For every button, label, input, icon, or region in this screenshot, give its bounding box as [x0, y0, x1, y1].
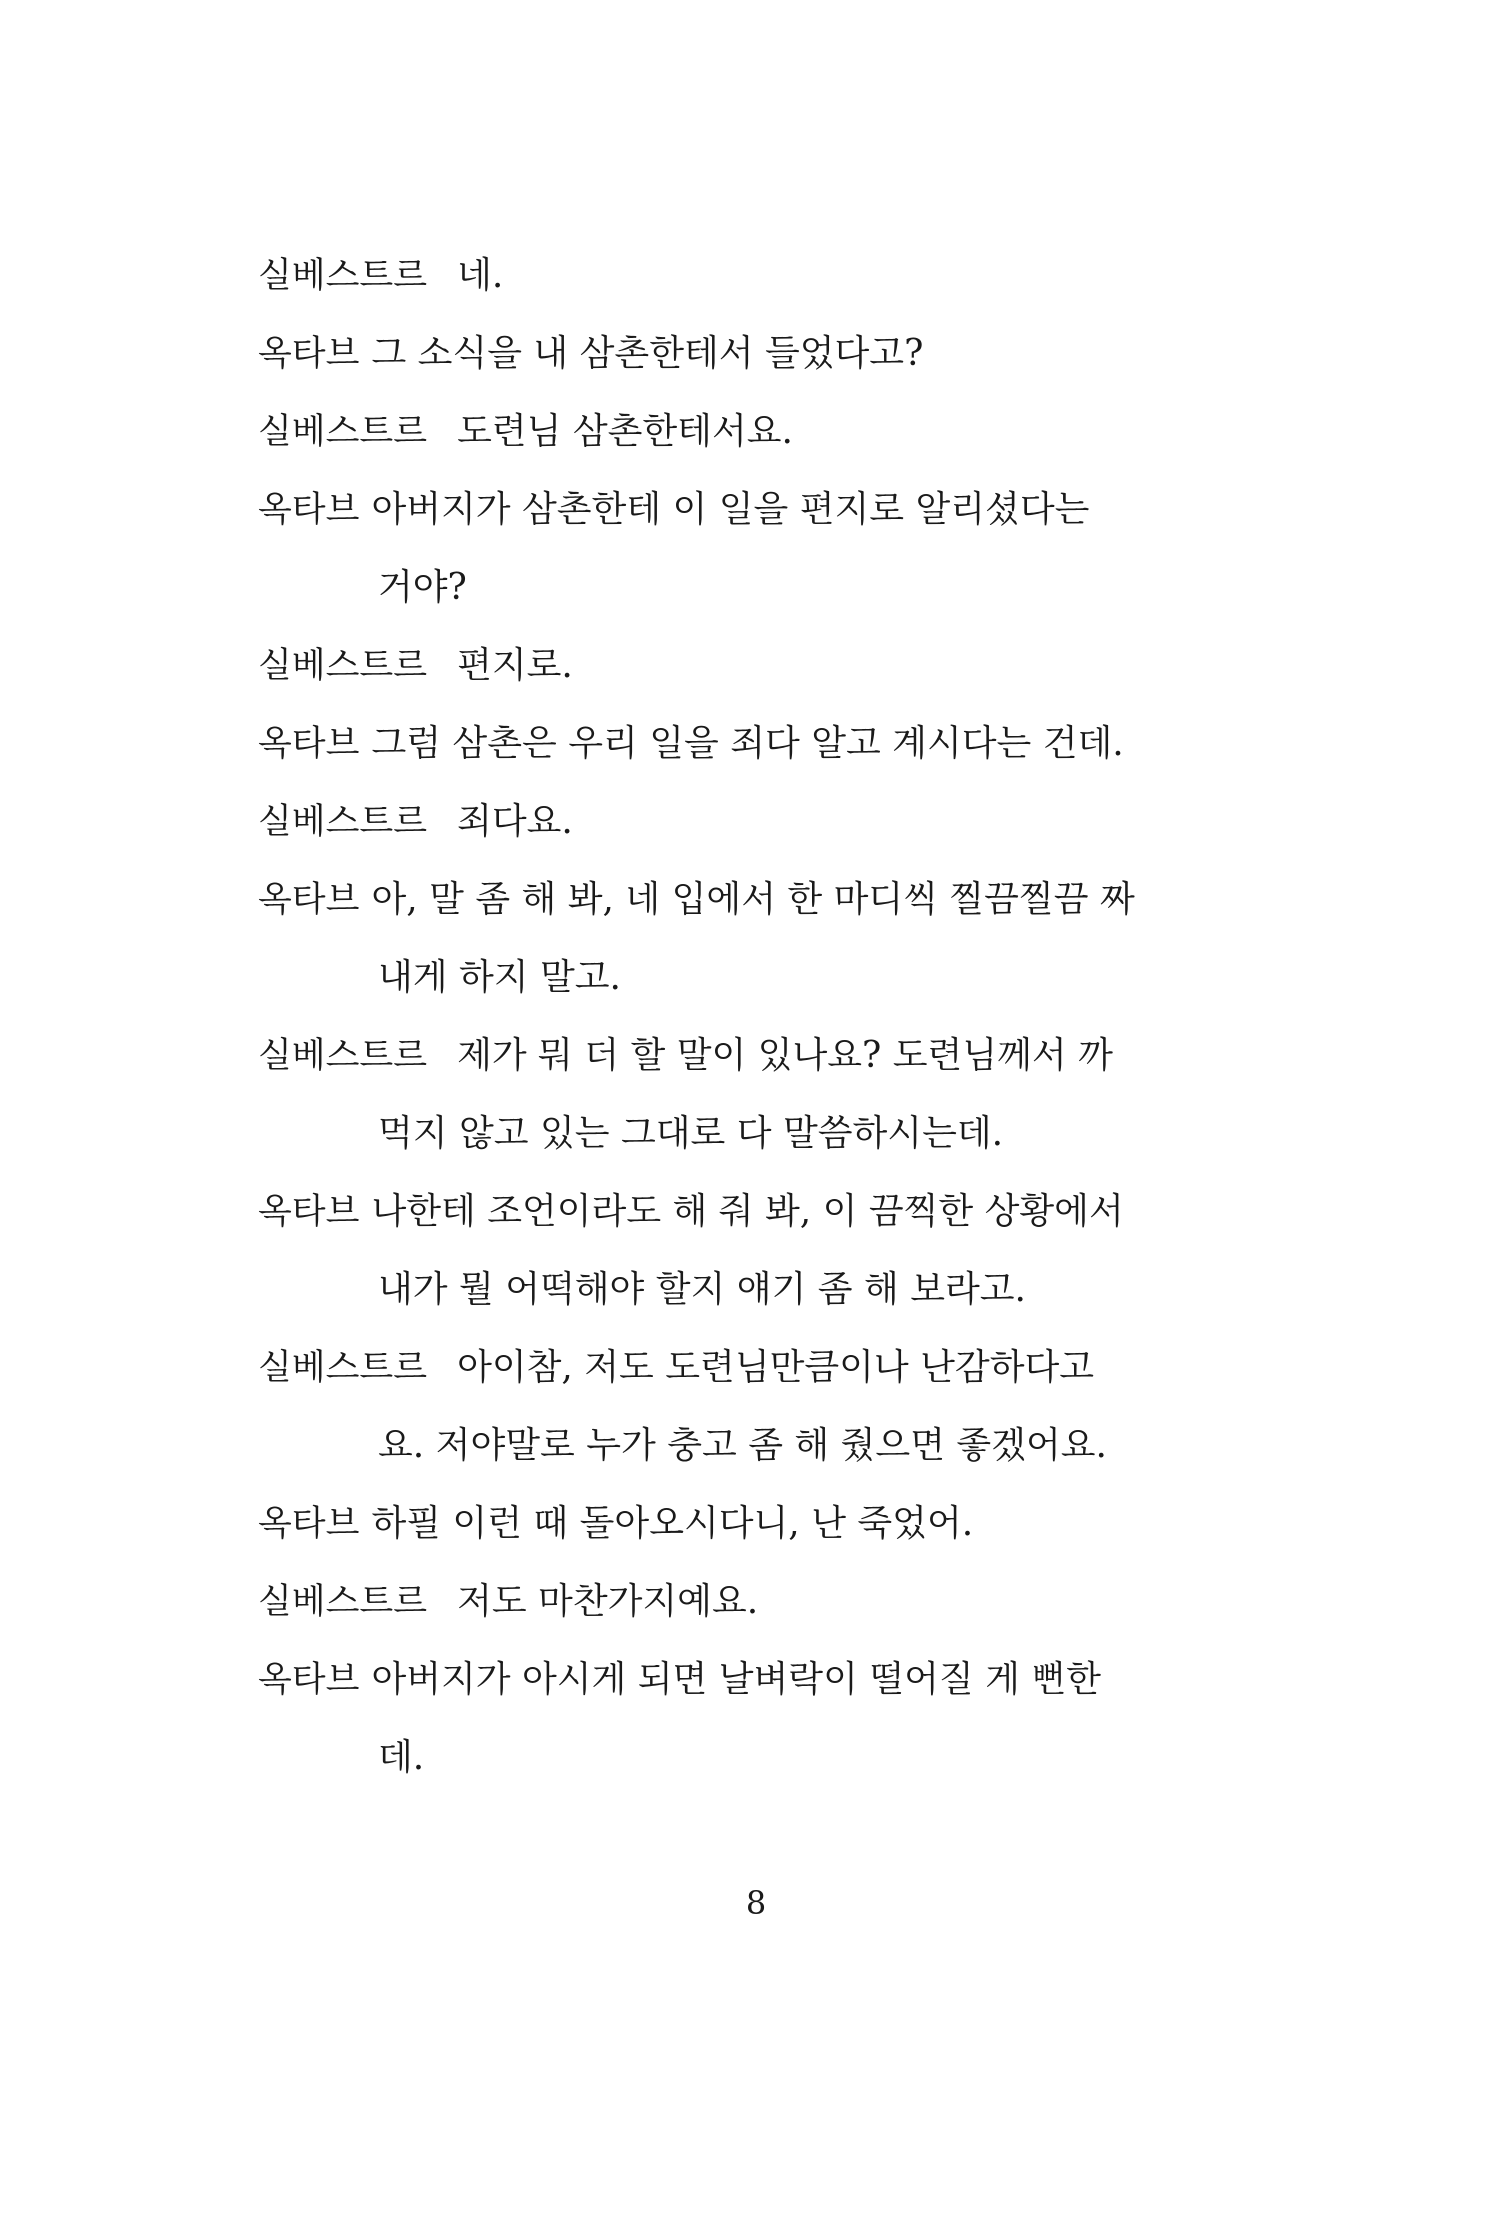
speaker-name: 옥타브	[258, 880, 360, 920]
speaker-name: 실베스트르	[258, 412, 428, 452]
speaker-name: 실베스트르	[258, 646, 428, 686]
speaker-name: 옥타브	[258, 1192, 360, 1232]
dialogue-continuation	[258, 1110, 1178, 1188]
dialogue-body	[258, 252, 1178, 1812]
dialogue-line	[258, 798, 1178, 876]
dialogue-text: 내게 하지 말고.	[378, 957, 621, 998]
dialogue-text: 편지로.	[457, 645, 573, 686]
dialogue-text: 거야?	[378, 567, 467, 608]
dialogue-continuation	[258, 1266, 1178, 1344]
dialogue-line	[258, 1500, 1178, 1578]
speaker-name: 옥타브	[258, 724, 360, 764]
page-number: 8	[745, 1884, 767, 1922]
dialogue-line	[258, 330, 1178, 408]
dialogue-text: 나한테 조언이라도 해 줘 봐, 이 끔찍한 상황에서	[371, 1191, 1124, 1232]
dialogue-text: 아이참, 저도 도련님만큼이나 난감하다고	[457, 1347, 1095, 1388]
dialogue-text: 제가 뭐 더 할 말이 있나요? 도련님께서 까	[457, 1035, 1113, 1076]
dialogue-text: 요. 저야말로 누가 충고 좀 해 줬으면 좋겠어요.	[378, 1425, 1107, 1466]
speaker-name: 옥타브	[258, 1504, 360, 1544]
dialogue-continuation	[258, 954, 1178, 1032]
dialogue-line	[258, 1188, 1178, 1266]
dialogue-line	[258, 642, 1178, 720]
dialogue-text: 그럼 삼촌은 우리 일을 죄다 알고 계시다는 건데.	[371, 723, 1124, 764]
dialogue-text: 도련님 삼촌한테서요.	[457, 411, 793, 452]
dialogue-line	[258, 876, 1178, 954]
dialogue-text: 저도 마찬가지예요.	[457, 1581, 759, 1622]
dialogue-text: 아버지가 삼촌한테 이 일을 편지로 알리셨다는	[371, 489, 1090, 530]
dialogue-line	[258, 1344, 1178, 1422]
dialogue-text: 아버지가 아시게 되면 날벼락이 떨어질 게 뻔한	[371, 1659, 1101, 1700]
speaker-name: 옥타브	[258, 334, 360, 374]
dialogue-line	[258, 486, 1178, 564]
dialogue-text: 먹지 않고 있는 그대로 다 말씀하시는데.	[378, 1113, 1004, 1154]
speaker-name: 실베스트르	[258, 802, 428, 842]
dialogue-continuation	[258, 1422, 1178, 1500]
dialogue-text: 네.	[457, 255, 504, 296]
dialogue-line	[258, 720, 1178, 798]
speaker-name: 옥타브	[258, 1660, 360, 1700]
dialogue-continuation	[258, 564, 1178, 642]
speaker-name: 실베스트르	[258, 1036, 428, 1076]
dialogue-text: 데.	[378, 1737, 425, 1778]
dialogue-line	[258, 252, 1178, 330]
dialogue-text: 그 소식을 내 삼촌한테서 들었다고?	[371, 333, 924, 374]
dialogue-line	[258, 1578, 1178, 1656]
dialogue-continuation	[258, 1734, 1178, 1812]
speaker-name: 실베스트르	[258, 256, 428, 296]
dialogue-line	[258, 408, 1178, 486]
dialogue-text: 하필 이런 때 돌아오시다니, 난 죽었어.	[371, 1503, 974, 1544]
speaker-name: 옥타브	[258, 490, 360, 530]
speaker-name: 실베스트르	[258, 1348, 428, 1388]
dialogue-text: 아, 말 좀 해 봐, 네 입에서 한 마디씩 찔끔찔끔 짜	[371, 879, 1135, 920]
dialogue-text: 죄다요.	[457, 801, 573, 842]
dialogue-line	[258, 1656, 1178, 1734]
speaker-name: 실베스트르	[258, 1582, 428, 1622]
dialogue-text: 내가 뭘 어떡해야 할지 얘기 좀 해 보라고.	[378, 1269, 1026, 1310]
dialogue-line	[258, 1032, 1178, 1110]
